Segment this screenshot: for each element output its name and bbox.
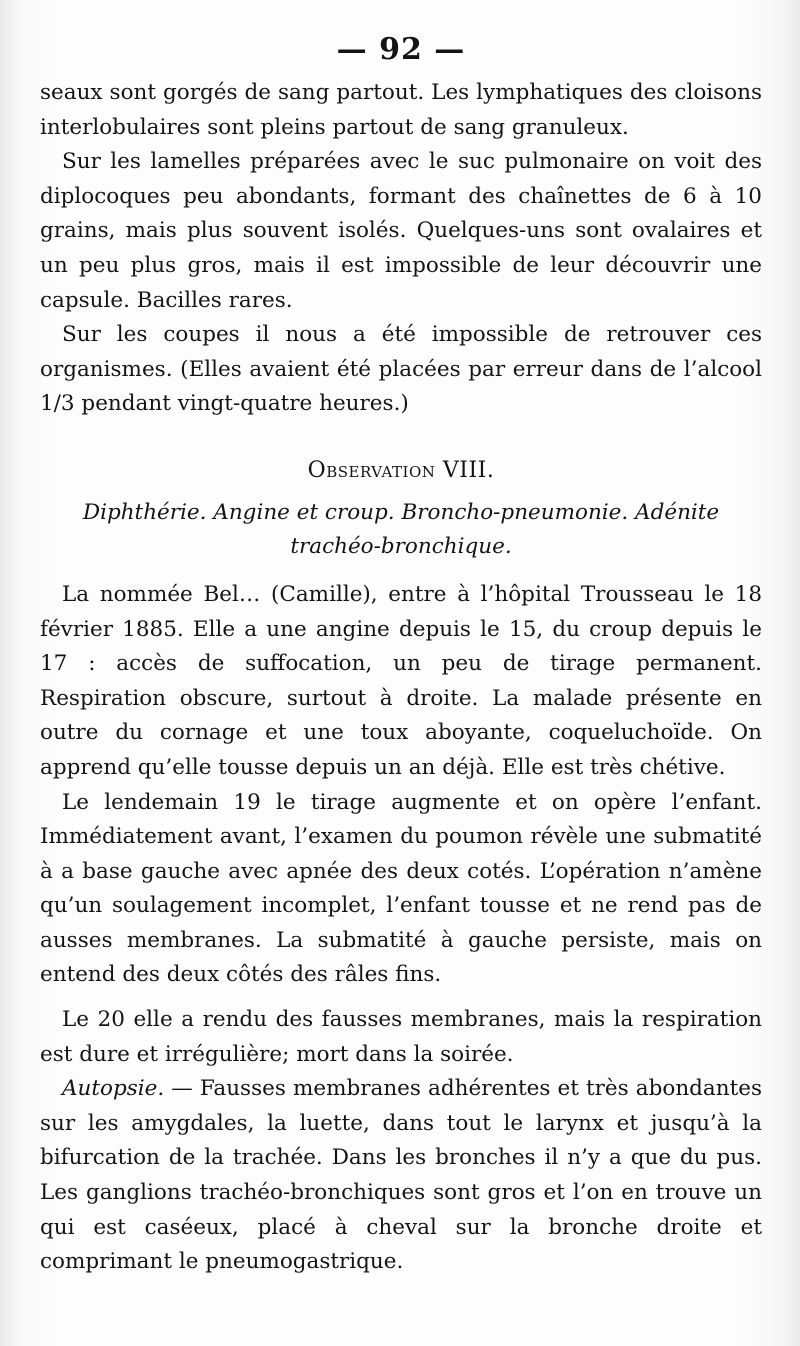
paragraph-death: Le 20 elle a rendu des fausses membranes, mais la respiration est dure et irrégulière; mort dans la soirée. xyxy=(40,1007,762,1067)
autopsy-label: Autopsie. xyxy=(62,1076,165,1102)
paragraph-admission: La nommée Bel… (Camille), entre à l’hôpital Trousseau le 18 février 1885. Elle a une angine depuis le 15, du croup depuis le 17 : accès de suffocation, un peu de tirage permanent. Respiration obscure, surtout à droite. La malade présente en outre du cornage et une toux aboyante, coqueluchoïde. On apprend qu’elle tousse depuis un an déjà. Elle est très chétive. xyxy=(40,581,762,780)
paragraph-sections: Sur les coupes il nous a été impossible de retrouver ces organismes. (Elles avaient été placées par erreur dans de l’alcool 1/3 pendant vingt-quatre heures.) xyxy=(40,322,762,417)
observation-subtitle-line2: trachéo-bronchique. xyxy=(290,533,512,559)
observation-title: Observation VIII. xyxy=(307,457,495,483)
observation-subtitle-line1: Diphthérie. Angine et croup. Broncho-pneumonie. Adénite xyxy=(82,499,720,525)
page-number: — 92 — xyxy=(336,32,466,67)
autopsy-text: — Fausses membranes adhérentes et très abondantes sur les amygdales, la luette, dans tout le larynx et jusqu’à la bifurcation de la trachée. Dans les bronches il n’y a que du pus. Les ganglions trachéo-bronchiques sont gros et l’on en trouve un qui est caséeux, placé à cheval sur la bronche droite et comprimant le pneumogastrique. xyxy=(40,1076,762,1275)
paragraph-diplococci: Sur les lamelles préparées avec le suc pulmonaire on voit des diplocoques peu abondants, formant des chaînettes de 6 à 10 grains, mais plus souvent isolés. Quelques-uns sont ovalaires et un peu plus gros, mais il est impossible de leur découvrir une capsule. Bacilles rares. xyxy=(40,149,762,313)
observation-subtitle xyxy=(40,496,762,564)
paragraph-autopsy xyxy=(40,1072,762,1280)
paragraph-operation: Le lendemain 19 le tirage augmente et on opère l’enfant. Immédiatement avant, l’examen du poumon révèle une submatité à a base gauche avec apnée des deux cotés. L’opération n’amène qu’un soulagement incomplet, l’enfant tousse et ne rend pas de ausses membranes. La submatité à gauche persiste, mais on entend des deux côtés des râles fins. xyxy=(40,789,762,988)
paragraph-lymphatics: seaux sont gorgés de sang partout. Les lymphatiques des cloisons interlobulaires sont pleins partout de sang granuleux. xyxy=(40,80,762,140)
page-body xyxy=(40,76,762,1280)
